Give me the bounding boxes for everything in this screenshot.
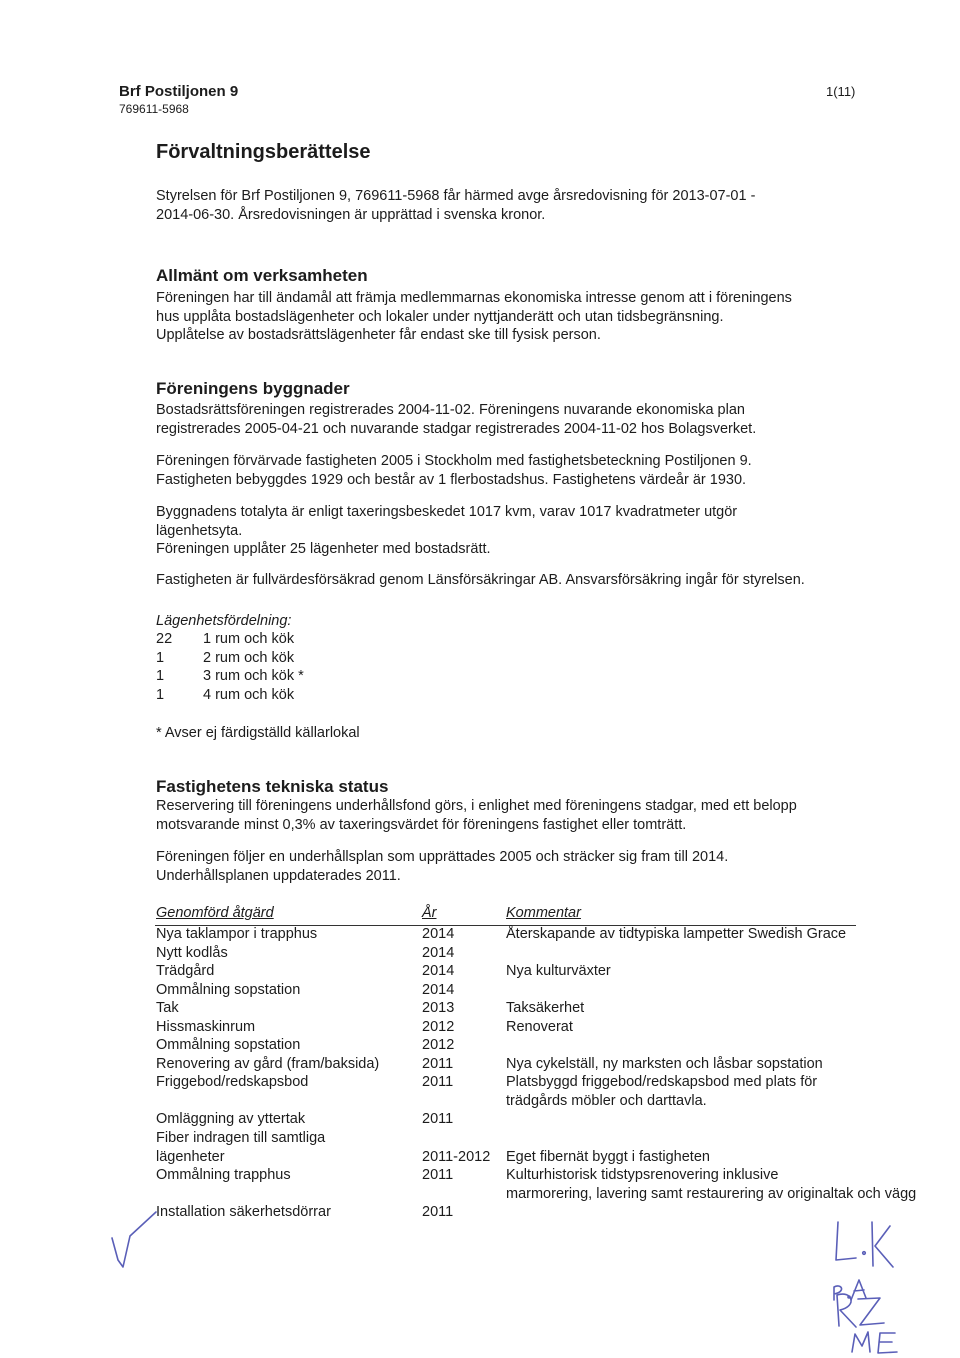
section-heading-buildings: Föreningens byggnader <box>156 379 350 398</box>
comment-text: Återskapande av tidtypiska lampetter Swedish Grace <box>506 926 847 942</box>
year-cell: 2014 <box>422 963 455 979</box>
apartment-type: 3 rum och kök * <box>203 668 304 684</box>
year-cell: 2012 <box>422 1019 455 1035</box>
action-text: Trädgård <box>156 963 215 979</box>
comment-text: Renoverat <box>506 1019 573 1035</box>
technical-line: Reservering till föreningens underhållsfond görs, i enlighet med föreningens stadgar, med ett belopp <box>156 798 797 814</box>
organization-number: 769611-5968 <box>119 102 189 116</box>
year-cell: 2014 <box>422 945 455 961</box>
year-cell: 2012 <box>422 1037 455 1053</box>
year-cell: 2014 <box>422 982 455 998</box>
page-title: Förvaltningsberättelse <box>156 141 371 163</box>
action-text: lägenheter <box>156 1148 225 1165</box>
apartment-count: 22 <box>156 631 173 647</box>
apartment-count: 1 <box>156 687 165 703</box>
technical-line: Föreningen följer en underhållsplan som upprättades 2005 och sträcker sig fram till 2014. <box>156 849 729 865</box>
apartment-type: 1 rum och kök <box>203 631 295 647</box>
apartment-count: 1 <box>156 650 165 666</box>
organization-name: Brf Postiljonen 9 <box>119 83 239 100</box>
action-text: Nytt kodlås <box>156 945 228 961</box>
distribution-footnote: * Avser ej färdigställd källarlokal <box>156 725 360 741</box>
action-text: Friggebod/redskapsbod <box>156 1074 309 1090</box>
year-cell: 2011 <box>422 1204 454 1220</box>
general-line: hus upplåta bostadslägenheter och lokaler under nyttjanderätt och utan tidsbegränsning. <box>156 308 724 325</box>
buildings-line: Byggnadens totalyta är enligt taxeringsbeskedet 1017 kvm, varav 1017 kvadratmeter utgör <box>156 504 738 520</box>
year-cell: 2011-2012 <box>422 1148 491 1165</box>
action-text: Ommålning trapphus <box>156 1167 291 1183</box>
comment-text: Nya kulturväxter <box>506 963 611 979</box>
year-cell: 2011 <box>422 1074 454 1090</box>
comment-text: Kulturhistorisk tidstypsrenovering inklusive <box>506 1167 779 1183</box>
action-text: Renovering av gård (fram/baksida) <box>156 1056 380 1072</box>
comment-text: Platsbyggd friggebod/redskapsbod med plats för <box>506 1074 818 1090</box>
comment-text: Eget fibernät byggt i fastigheten <box>506 1148 710 1165</box>
buildings-line: Föreningen förvärvade fastigheten 2005 i Stockholm med fastighetsbeteckning Postiljonen 9. <box>156 453 752 469</box>
year-cell: 2013 <box>422 1000 455 1016</box>
apartment-type: 2 rum och kök <box>203 650 295 666</box>
buildings-line: registrerades 2005-04-21 och nuvarande stadgar registrerades 2004-11-02 hos Bolagsverket. <box>156 420 757 437</box>
section-heading-general: Allmänt om verksamheten <box>156 266 368 285</box>
comment-text: Taksäkerhet <box>506 1000 585 1016</box>
action-text: Ommålning sopstation <box>156 1037 301 1053</box>
section-heading-technical: Fastighetens tekniska status <box>156 777 389 796</box>
buildings-line: Föreningen upplåter 25 lägenheter med bostadsrätt. <box>156 541 491 557</box>
technical-line: motsvarande minst 0,3% av taxeringsvärdet för föreningens fastighet eller tomträtt. <box>156 816 687 833</box>
year-cell: 2014 <box>422 926 455 942</box>
intro-line: 2014-06-30. Årsredovisningen är upprättad i svenska kronor. <box>156 206 546 223</box>
action-text: Hissmaskinrum <box>156 1019 256 1035</box>
action-text: Ommålning sopstation <box>156 982 301 998</box>
buildings-line: Bostadsrättsföreningen registrerades 2004-11-02. Föreningens nuvarande ekonomiska plan <box>156 402 745 418</box>
page-number: 1(11) <box>826 84 856 99</box>
apartment-type: 4 rum och kök <box>203 687 295 703</box>
buildings-paragraph-4: Fastigheten är fullvärdesförsäkrad genom Länsförsäkringar AB. Ansvarsförsäkring ingår för styrelsen. <box>156 572 805 588</box>
comment-text: Nya cykelställ, ny marksten och låsbar sopstation <box>506 1056 823 1072</box>
action-text: Fiber indragen till samtliga <box>156 1130 326 1146</box>
action-text: Nya taklampor i trapphus <box>156 926 318 942</box>
year-cell: 2011 <box>422 1056 454 1072</box>
intro-line: Styrelsen för Brf Postiljonen 9, 769611-5968 får härmed avge årsredovisning för 2013-07-01 - <box>156 188 756 204</box>
general-line: Föreningen har till ändamål att främja medlemmarnas ekonomiska intresse genom att i föreningens <box>156 290 792 306</box>
buildings-line: Fastigheten bebyggdes 1929 och består av 1 flerbostadshus. Fastighetens värdeår är 1930. <box>156 471 747 488</box>
table-header-comment: Kommentar <box>506 905 581 921</box>
apartment-count: 1 <box>156 668 165 684</box>
technical-line: Underhållsplanen uppdaterades 2011. <box>156 867 401 884</box>
general-line: Upplåtelse av bostadsrättslägenheter får endast ske till fysisk person. <box>156 327 601 343</box>
action-text: Installation säkerhetsdörrar <box>156 1204 331 1220</box>
action-text: Omläggning av yttertak <box>156 1111 306 1127</box>
distribution-label: Lägenhetsfördelning: <box>156 613 292 629</box>
comment-text: trädgårds möbler och darttavla. <box>506 1092 707 1109</box>
year-cell: 2011 <box>422 1167 454 1183</box>
table-header-year: År <box>422 905 437 921</box>
year-cell: 2011 <box>422 1111 454 1127</box>
action-text: Tak <box>156 1000 179 1016</box>
comment-text: marmorering, lavering samt restaurering av originaltak och vägg <box>506 1185 917 1202</box>
buildings-line: lägenhetsyta. <box>156 522 243 539</box>
table-header-action: Genomförd åtgärd <box>156 905 274 921</box>
